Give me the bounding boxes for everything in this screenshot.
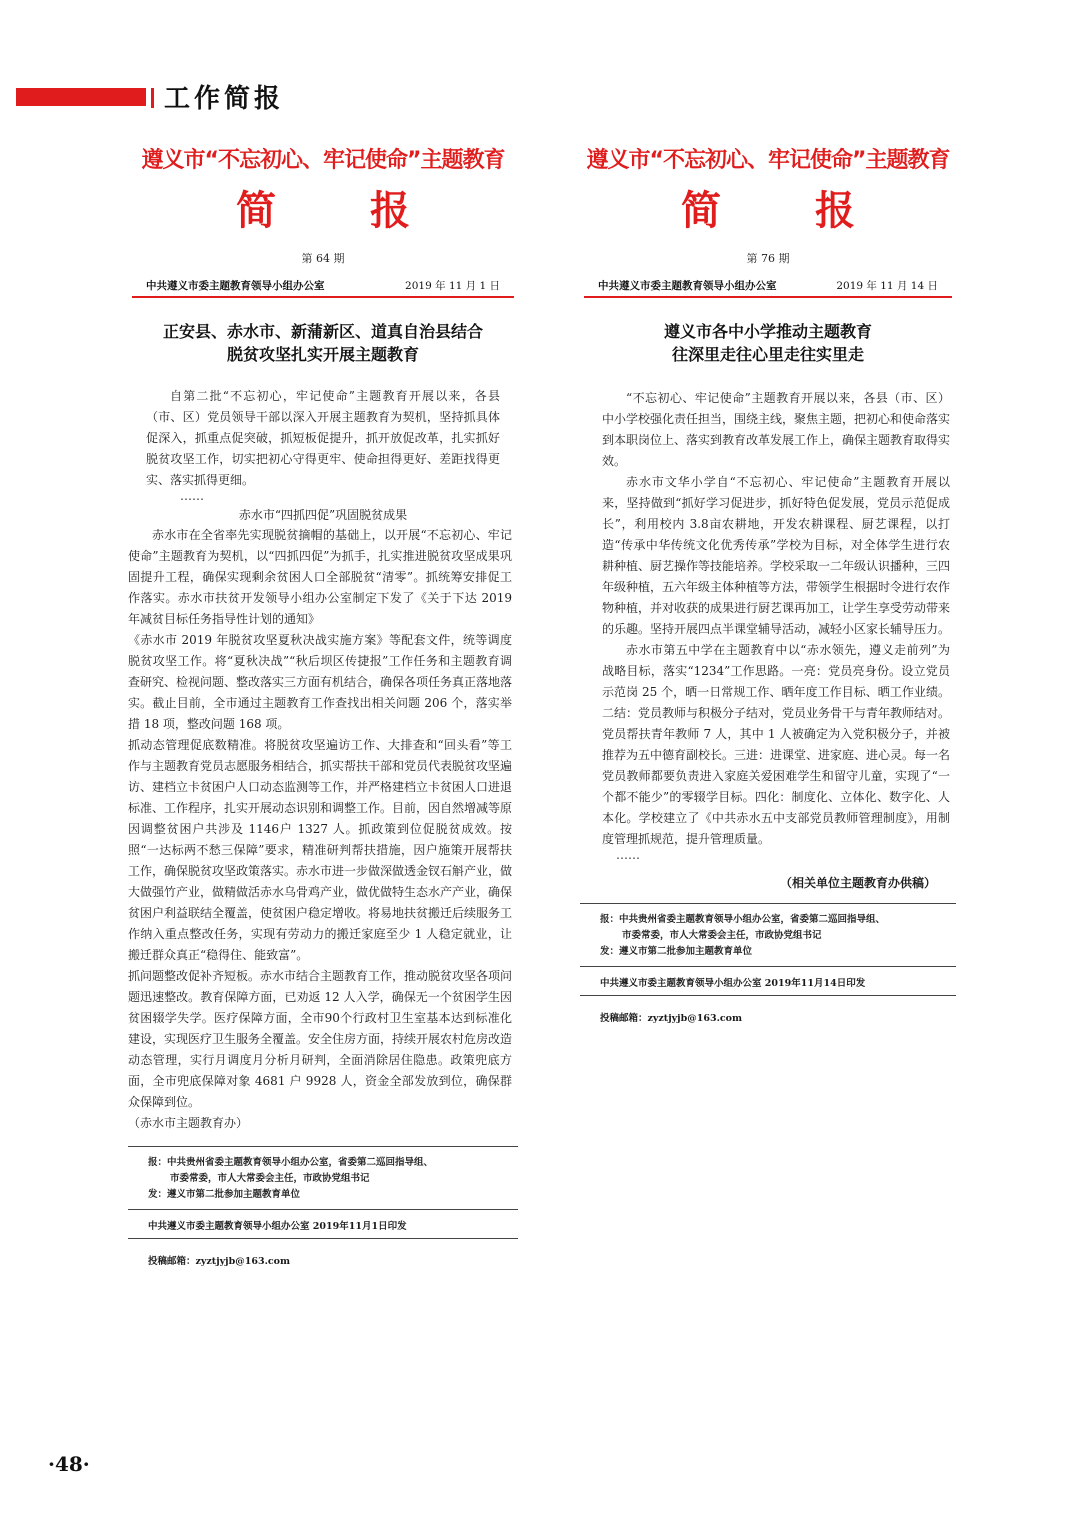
ellipsis: …… xyxy=(180,489,204,503)
issuer-row xyxy=(128,278,518,293)
issue-date: 2019 年 11 月 14 日 xyxy=(836,280,938,292)
submission-email: 投稿邮箱：zyztjyjb@163.com xyxy=(600,1013,743,1024)
distribution-to: 报：中共贵州省委主题教育领导小组办公室，省委第二巡回指导组、 xyxy=(600,914,886,925)
ellipsis: …… xyxy=(616,848,640,862)
issuer-org: 中共遵义市委主题教育领导小组办公室 xyxy=(598,280,777,292)
section-title: 工作简报 xyxy=(164,84,285,114)
print-line: 中共遵义市委主题教育领导小组办公室 2019年11月14日印发 xyxy=(580,966,956,996)
masthead-title: 遵义市“不忘初心、牢记使命”主题教育 xyxy=(141,148,505,173)
distribution-to-cont: 市委常委，市人大常委会主任，市政协党组书记 xyxy=(622,930,822,941)
source-attribution: （相关单位主题教育办供稿） xyxy=(779,876,936,890)
red-divider xyxy=(132,296,514,298)
paragraph: 抓动态管理促底数精准。将脱贫攻坚遍访工作、大排查和“回头看”等工作与主题教育党员志愿服务相结合，抓实帮扶干部和党员代表脱贫攻坚遍访、建档立卡贫困户人口动态监测等工作，并严格建档立卡贫困人口进退标准、工作程序，扎实开展动态识别和调整工作。目前，因自然增减等原因调整贫困户共涉及 1146户 1327 人。抓政策到位促脱贫成效。按照“一达标两不愁三保障”要求，精准研判帮扶措施，因户施策开展帮扶工作，确保脱贫攻坚政策落实。赤水市进一步做深做透金钗石斛产业，做大做强竹产业，做精做活赤水乌骨鸡产业，做优做特生态水产产业，确保贫困户利益联结全覆盖，使贫困户稳定增收。将易地扶贫搬迁后续服务工作纳入重点整改任务，实现有劳动力的搬迁家庭至少 1 人稳定就业，让搬迁群众真正“稳得住、能致富”。 xyxy=(128,738,513,962)
bulletin-issue-76 xyxy=(580,130,956,1024)
article-headline xyxy=(580,320,956,366)
distribution-send: 发：遵义市第二批参加主题教育单位 xyxy=(600,946,753,957)
print-line: 中共遵义市委主题教育领导小组办公室 2019年11月1日印发 xyxy=(128,1209,518,1239)
red-divider xyxy=(584,296,952,298)
header-accent-bar xyxy=(16,88,146,106)
paragraph: 《赤水市 2019 年脱贫攻坚夏秋决战实施方案》等配套文件，统等调度脱贫攻坚工作。将“夏秋决战”“秋后坝区传捷报”工作任务和主题教育调查研究、检视问题、整改落实三方面有机结合，确保各项任务真正落地落实。截止目前，全市通过主题教育工作查找出相关问题 206 个，落实举措 18 项，整改问题 168 项。 xyxy=(128,633,513,731)
issue-number: 第 64 期 xyxy=(301,252,345,265)
subheading: 赤水市“四抓四促”巩固脱贫成果 xyxy=(238,508,408,522)
distribution-block xyxy=(128,1146,518,1203)
headline-line-2: 往深里走往心里走往实里走 xyxy=(671,345,864,364)
distribution-send: 发：遵义市第二批参加主题教育单位 xyxy=(148,1189,301,1200)
paragraph: 赤水市第五中学在主题教育中以“赤水领先，遵义走前列”为战略目标，落实“1234”工作思路。一亮：党员亮身份。设立党员示范岗 25 个，晒一日常规工作、晒年度工作目标、晒工作业绩。二结：党员教师与积极分子结对，党员业务骨干与青年教师结对。党员帮扶青年教师 7 人，其中 1 人被确定为入党积极分子，并被推荐为五中德育副校长。三进：进课堂、进家庭、进心灵。每一名党员教师都要负责进入家庭关爱困难学生和留守儿童，实现了“一个都不能少”的零辍学目标。四化：制度化、立体化、数字化、人本化。学校建立了《中共赤水五中支部党员教师管理制度》，用制度管理抓规范，提升管理质量。 xyxy=(602,643,951,846)
masthead-jianbao: 简 报 xyxy=(236,188,450,234)
paragraph: 抓问题整改促补齐短板。赤水市结合主题教育工作，推动脱贫攻坚各项问题迅速整改。教育保障方面，已劝返 12 人入学，确保无一个贫困学生因贫困辍学失学。医疗保障方面，全市90个行政村卫生室基本达到标准化建设，实现医疗卫生服务全覆盖。安全住房方面，持续开展农村危房改造动态管理，实行月调度月分析月研判，全面消除居住隐患。政策兜底方面，全市兜底保障对象 4681 户 9928 人，资金全部发放到位，确保群众保障到位。 xyxy=(128,969,513,1109)
header-divider xyxy=(151,88,154,108)
page-number: ·48· xyxy=(48,1452,90,1476)
submission-email: 投稿邮箱：zyztjyjb@163.com xyxy=(148,1256,291,1267)
headline-line-1: 正安县、赤水市、新蒲新区、道真自治县结合 xyxy=(162,322,483,341)
distribution-to-cont: 市委常委，市人大常委会主任，市政协党组书记 xyxy=(170,1173,370,1184)
paragraph: 赤水市文华小学自“不忘初心、牢记使命”主题教育开展以来，坚持做到“抓好学习促进步，抓好特色促发展，党员示范促成长”，利用校内 3.8亩农耕地，开发农耕课程、厨艺课程，以打造“传承中华传统文化优秀传承”学校为目标，对全体学生进行农耕种植、厨艺操作等技能培养。学校采取一二年级认识播种，三四年级种植，五六年级主体种植等方法，带领学生根据时令进行农作物种植，并对收获的成果进行厨艺课再加工，让学生享受劳动带来的乐趣。坚持开展四点半课堂辅导活动，减轻小区家长辅导压力。 xyxy=(602,475,951,636)
headline-line-2: 脱贫攻坚扎实开展主题教育 xyxy=(226,345,419,364)
distribution-block xyxy=(580,903,956,960)
issue-number: 第 76 期 xyxy=(746,252,790,265)
issue-date: 2019 年 11 月 1 日 xyxy=(405,280,500,292)
paragraph: “不忘初心、牢记使命”主题教育开展以来，各县（市、区）中小学校强化责任担当，围绕主线，聚焦主题，把初心和使命落实到本职岗位上、落实到教育改革发展工作上，确保主题教育取得实效。 xyxy=(602,391,951,468)
distribution-to: 报：中共贵州省委主题教育领导小组办公室，省委第二巡回指导组、 xyxy=(148,1157,434,1168)
issuer-org: 中共遵义市委主题教育领导小组办公室 xyxy=(146,280,325,292)
article-headline xyxy=(128,320,518,366)
article-body xyxy=(580,388,956,860)
masthead-jianbao: 简 报 xyxy=(681,188,895,234)
issuer-row xyxy=(580,278,956,293)
intro-paragraph: 自第二批“不忘初心，牢记使命”主题教育开展以来，各县（市、区）党员领导干部以深入开展主题教育为契机，坚持抓具体促深入，抓重点促突破，抓短板促提升，抓开放促改革，扎实抓好脱贫攻坚工作，切实把初心守得更牢、使命担得更好、差距找得更实、落实抓得更细。 xyxy=(146,389,500,487)
masthead-title: 遵义市“不忘初心、牢记使命”主题教育 xyxy=(586,148,950,173)
source-attribution: （赤水市主题教育办） xyxy=(128,1116,249,1130)
bulletin-issue-64 xyxy=(128,130,518,1267)
headline-line-1: 遵义市各中小学推动主题教育 xyxy=(663,322,872,341)
paragraph: 赤水市在全省率先实现脱贫摘帽的基础上，以开展“不忘初心、牢记使命”主题教育为契机，以“四抓四促”为抓手，扎实推进脱贫攻坚成果巩固提升工程，确保实现剩余贫困人口全部脱贫“清零”。抓统筹安排促工作落实。赤水市扶贫开发领导小组办公室制定下发了《关于下达 2019 年减贫目标任务指导性计划的通知》 xyxy=(128,528,512,626)
